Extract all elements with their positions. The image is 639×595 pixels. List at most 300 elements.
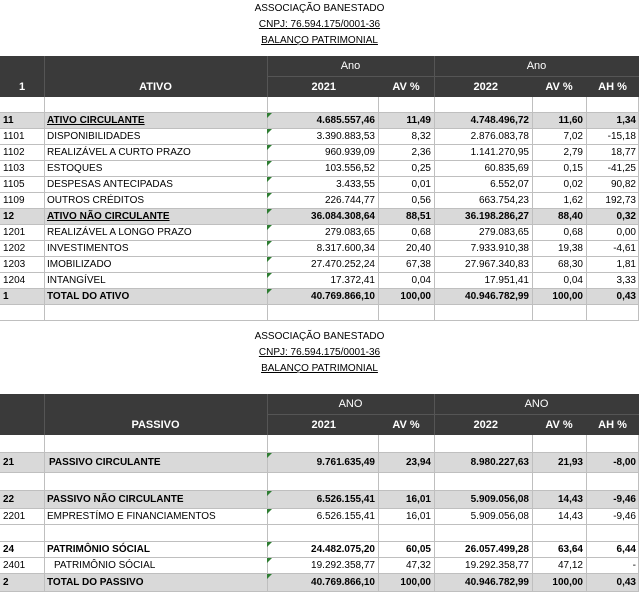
cell-av1: 100,00 [400,291,431,302]
cell-av2: 0,02 [563,179,583,190]
cell-av2: 2,79 [563,147,583,158]
org-name-2: ASSOCIAÇÃO BANESTADO [254,331,385,342]
table-cell [44,558,267,574]
table-row [0,509,639,525]
cell-ah: -15,18 [607,131,636,142]
ativo-index: 1 [18,80,26,93]
table-cell [44,491,267,509]
table-cell [532,129,586,145]
passivo-title: PASSIVO [131,418,180,431]
cell-name: EMPRESTÍMO E FINANCIAMENTOS [47,511,216,522]
table-cell [586,225,639,241]
cell-ah: 192,73 [605,195,636,206]
cell-v2022: 663.754,23 [478,195,529,206]
cnpj-text-2: CNPJ: 76.594.175/0001-36 [258,347,381,358]
cell-ah: 1,34 [616,115,636,126]
cell-name: PATRIMÔNIO SÓCIAL [54,560,156,571]
table-row [0,558,639,574]
cell-name: DISPONIBILIDADES [47,131,141,142]
table-cell [378,491,434,509]
ativo-title: ATIVO [139,80,172,93]
table-cell [378,558,434,574]
cell-name: ATIVO CIRCULANTE [47,115,145,126]
table-cell [267,574,378,592]
comment-marker-icon [267,558,272,563]
cell-code: 1204 [3,275,26,286]
table-row [0,129,639,145]
cell-av2: 7,02 [563,131,583,142]
table-cell [44,209,267,225]
cell-v2022: 2.876.083,78 [470,131,529,142]
table-cell [267,241,378,257]
ativo-year-group-2021: Ano [340,59,361,72]
cell-v2021: 17.372,41 [330,275,375,286]
table-cell [378,177,434,193]
cell-ah: 1,81 [616,259,636,270]
table-cell [0,145,44,161]
cell-name: TOTAL DO PASSIVO [47,577,144,588]
cell-av1: 60,05 [405,544,431,555]
table-cell [532,209,586,225]
table-cell [434,542,532,558]
table-cell [0,113,44,129]
cell-av1: 20,40 [405,243,431,254]
table-row [0,225,639,241]
cell-v2021: 6.526.155,41 [316,511,375,522]
cell-name: PASSIVO NÃO CIRCULANTE [47,494,184,505]
ativo-header [0,56,639,97]
comment-marker-icon [267,257,272,262]
cell-ah: -41,25 [607,163,636,174]
table-cell [434,209,532,225]
cell-v2021: 27.470.252,24 [311,259,375,270]
table-cell [434,509,532,525]
table-cell [532,225,586,241]
table-cell [586,273,639,289]
cell-name: INVESTIMENTOS [47,243,129,254]
table-cell [532,491,586,509]
table-cell [378,453,434,473]
table-cell [267,542,378,558]
table-row [0,473,639,491]
cell-v2021: 40.769.866,10 [311,577,375,588]
cell-v2021: 6.526.155,41 [316,494,375,505]
table-row [0,542,639,558]
table-cell [267,161,378,177]
table-row [0,161,639,177]
cell-v2022: 26.057.499,28 [465,544,529,555]
cell-ah: 6,44 [616,544,636,555]
table-cell [434,289,532,305]
table-cell [532,161,586,177]
table-cell [267,509,378,525]
table-cell [0,257,44,273]
cell-v2021: 103.556,52 [324,163,375,174]
cell-ah: 0,00 [616,227,636,238]
ativo-col-2022: 2022 [473,80,498,93]
comment-marker-icon [267,509,272,514]
cell-v2021: 36.084.308,64 [311,211,375,222]
cell-av2: 88,40 [557,211,583,222]
cell-av1: 16,01 [405,494,431,505]
cell-av2: 1,62 [563,195,583,206]
cell-v2021: 40.769.866,10 [311,291,375,302]
table-cell [434,558,532,574]
cell-ah: 0,32 [616,211,636,222]
org-name: ASSOCIAÇÃO BANESTADO [254,3,385,14]
table-cell [0,129,44,145]
cell-code: 1109 [3,195,25,206]
cell-ah: 0,43 [616,577,636,588]
table-row [0,435,639,453]
table-cell [532,241,586,257]
table-cell [434,225,532,241]
table-cell [532,558,586,574]
table-row [0,525,639,542]
table-row [0,113,639,129]
table-cell [378,241,434,257]
cell-name: REALIZÁVEL A LONGO PRAZO [47,227,192,238]
cell-av2: 100,00 [552,577,583,588]
org-title-2 [0,329,639,344]
table-cell [378,145,434,161]
cell-av2: 21,93 [557,457,583,468]
ativo-col-av1: AV % [392,80,420,93]
comment-marker-icon [267,273,272,278]
table-cell [434,161,532,177]
cell-av1: 47,32 [405,560,431,571]
table-cell [586,145,639,161]
table-cell [378,161,434,177]
ativo-col-2021: 2021 [311,80,336,93]
cell-v2021: 19.292.358,77 [311,560,375,571]
table-row [0,209,639,225]
table-row [0,491,639,509]
table-cell [434,129,532,145]
cell-ah: -9,46 [613,494,636,505]
table-cell [434,257,532,273]
table-cell [267,129,378,145]
cell-ah: -8,00 [613,457,636,468]
cell-name: PATRIMÔNIO SÓCIAL [47,544,150,555]
cell-name: DESPESAS ANTECIPADAS [47,179,173,190]
comment-marker-icon [267,161,272,166]
cell-av1: 0,68 [411,227,431,238]
table-row [0,193,639,209]
cell-name: ESTOQUES [47,163,103,174]
table-cell [532,574,586,592]
cell-v2021: 226.744,77 [324,195,375,206]
table-cell [44,574,267,592]
passivo-year-group-2022: ANO [524,397,549,410]
passivo-col-2022: 2022 [473,418,498,431]
cell-v2022: 8.980.227,63 [470,457,529,468]
cell-name: ATIVO NÃO CIRCULANTE [47,211,170,222]
cell-av1: 0,01 [411,179,431,190]
table-cell [0,177,44,193]
cell-v2021: 8.317.600,34 [316,243,375,254]
cell-ah: 0,43 [616,291,636,302]
comment-marker-icon [267,129,272,134]
table-cell [378,193,434,209]
ativo-year-group-2022: Ano [526,59,547,72]
cell-name: OUTROS CRÉDITOS [47,195,145,206]
cell-av1: 67,38 [405,259,431,270]
table-cell [0,241,44,257]
cell-code: 21 [3,457,15,468]
cell-av2: 0,15 [563,163,583,174]
cell-av1: 0,25 [411,163,431,174]
report-title-2 [0,361,639,376]
cell-av2: 0,04 [563,275,583,286]
cell-v2021: 4.685.557,46 [316,115,375,126]
table-cell [0,558,44,574]
table-cell [267,273,378,289]
cell-code: 2201 [3,511,26,522]
cell-v2021: 3.390.883,53 [316,131,375,142]
table-row [0,453,639,473]
cell-v2022: 40.946.782,99 [465,291,529,302]
comment-marker-icon [267,289,272,294]
table-cell [44,113,267,129]
cell-av1: 2,36 [411,147,431,158]
cell-v2022: 4.748.496,72 [470,115,529,126]
cell-v2022: 17.951,41 [484,275,529,286]
table-cell [0,289,44,305]
table-cell [267,177,378,193]
table-cell [586,491,639,509]
cell-ah: 18,77 [610,147,636,158]
table-cell [532,177,586,193]
ativo-col-ah: AH % [598,80,627,93]
table-cell [532,113,586,129]
comment-marker-icon [267,145,272,150]
table-cell [44,129,267,145]
report-title [0,33,639,48]
table-cell [44,193,267,209]
table-row [0,97,639,113]
table-cell [434,177,532,193]
cell-code: 1 [3,291,9,302]
table-cell [0,542,44,558]
comment-marker-icon [267,225,272,230]
cell-code: 1105 [3,179,25,190]
cell-av1: 23,94 [405,457,431,468]
cell-v2021: 9.761.635,49 [316,457,375,468]
table-cell [267,209,378,225]
report-name: BALANÇO PATRIMONIAL [261,35,378,46]
table-cell [0,453,44,473]
table-cell [378,129,434,145]
cell-v2021: 960.939,09 [324,147,375,158]
table-cell [532,289,586,305]
table-cell [586,129,639,145]
passivo-col-av2: AV % [545,418,573,431]
cell-av2: 14,43 [557,494,583,505]
cell-v2022: 36.198.286,27 [465,211,529,222]
cell-code: 1101 [3,131,25,142]
table-cell [378,225,434,241]
ativo-col-av2: AV % [545,80,573,93]
table-cell [586,257,639,273]
cell-v2022: 40.946.782,99 [465,577,529,588]
cell-av2: 14,43 [557,511,583,522]
cell-name: TOTAL DO ATIVO [47,291,130,302]
table-row [0,257,639,273]
table-cell [586,209,639,225]
org-title [0,1,639,16]
table-row [0,241,639,257]
cell-ah: -4,61 [613,243,636,254]
comment-marker-icon [267,113,272,118]
cell-name: PASSIVO CIRCULANTE [49,457,161,468]
table-cell [586,453,639,473]
table-cell [532,145,586,161]
table-cell [0,225,44,241]
table-cell [532,257,586,273]
cell-name: IMOBILIZADO [47,259,112,270]
table-row [0,289,639,305]
passivo-col-ah: AH % [598,418,627,431]
table-cell [434,491,532,509]
table-row [0,273,639,289]
cell-av1: 88,51 [405,211,431,222]
table-cell [44,257,267,273]
table-cell [44,177,267,193]
passivo-col-av1: AV % [392,418,420,431]
table-cell [532,542,586,558]
comment-marker-icon [267,193,272,198]
table-cell [586,509,639,525]
cell-code: 1201 [3,227,26,238]
table-row [0,145,639,161]
table-cell [532,273,586,289]
table-cell [0,491,44,509]
table-cell [0,273,44,289]
table-cell [586,177,639,193]
table-cell [267,491,378,509]
table-cell [267,113,378,129]
cell-av2: 19,38 [557,243,583,254]
cell-code: 1202 [3,243,26,254]
cell-av1: 16,01 [405,511,431,522]
cell-code: 1103 [3,163,25,174]
table-cell [44,509,267,525]
table-cell [0,574,44,592]
comment-marker-icon [267,241,272,246]
table-cell [586,542,639,558]
table-cell [434,145,532,161]
cell-av1: 0,04 [411,275,431,286]
table-cell [44,453,267,473]
cell-name: REALIZÁVEL A CURTO PRAZO [47,147,191,158]
cell-v2022: 27.967.340,83 [465,259,529,270]
cell-code: 1102 [3,147,25,158]
table-cell [267,453,378,473]
cell-v2022: 5.909.056,08 [470,494,529,505]
table-cell [532,453,586,473]
table-cell [586,558,639,574]
table-row [0,305,639,321]
cell-av1: 0,56 [411,195,431,206]
cell-code: 22 [3,494,15,505]
comment-marker-icon [267,177,272,182]
comment-marker-icon [267,574,272,579]
table-cell [44,161,267,177]
cell-code: 2401 [3,560,26,571]
passivo-header [0,394,639,435]
table-cell [267,558,378,574]
table-cell [44,289,267,305]
table-cell [0,161,44,177]
cell-ah: 3,33 [616,275,636,286]
table-cell [586,574,639,592]
cell-ah: -9,46 [613,511,636,522]
table-row [0,177,639,193]
comment-marker-icon [267,542,272,547]
cell-v2022: 6.552,07 [490,179,529,190]
table-cell [378,574,434,592]
table-cell [267,193,378,209]
cell-v2022: 279.083,65 [478,227,529,238]
table-cell [378,113,434,129]
table-cell [267,257,378,273]
table-cell [44,241,267,257]
table-cell [378,273,434,289]
table-cell [378,257,434,273]
cell-code: 2 [3,577,9,588]
comment-marker-icon [267,453,272,458]
cell-av2: 100,00 [552,291,583,302]
table-cell [378,509,434,525]
table-cell [44,225,267,241]
passivo-col-2021: 2021 [311,418,336,431]
table-cell [586,193,639,209]
table-cell [267,225,378,241]
cell-av1: 100,00 [400,577,431,588]
table-cell [0,193,44,209]
table-cell [378,289,434,305]
cell-v2021: 3.433,55 [336,179,375,190]
table-cell [532,509,586,525]
table-cell [378,542,434,558]
table-cell [378,209,434,225]
cell-v2022: 7.933.910,38 [470,243,529,254]
cell-av2: 11,60 [558,115,583,126]
table-cell [586,113,639,129]
cell-av1: 11,49 [406,115,431,126]
cell-av1: 8,32 [411,131,431,142]
table-cell [267,289,378,305]
table-cell [267,145,378,161]
table-row [0,574,639,592]
cell-v2022: 5.909.056,08 [470,511,529,522]
cell-name: INTANGÍVEL [47,275,106,286]
table-cell [0,509,44,525]
cell-ah: 90,82 [610,179,636,190]
table-cell [586,161,639,177]
table-cell [44,542,267,558]
report-name-2: BALANÇO PATRIMONIAL [261,363,378,374]
table-cell [434,193,532,209]
cell-av2: 63,64 [557,544,583,555]
table-cell [434,241,532,257]
cell-av2: 0,68 [563,227,583,238]
cell-v2021: 279.083,65 [324,227,375,238]
table-cell [0,209,44,225]
cell-v2022: 60.835,69 [484,163,529,174]
cell-av2: 68,30 [557,259,583,270]
